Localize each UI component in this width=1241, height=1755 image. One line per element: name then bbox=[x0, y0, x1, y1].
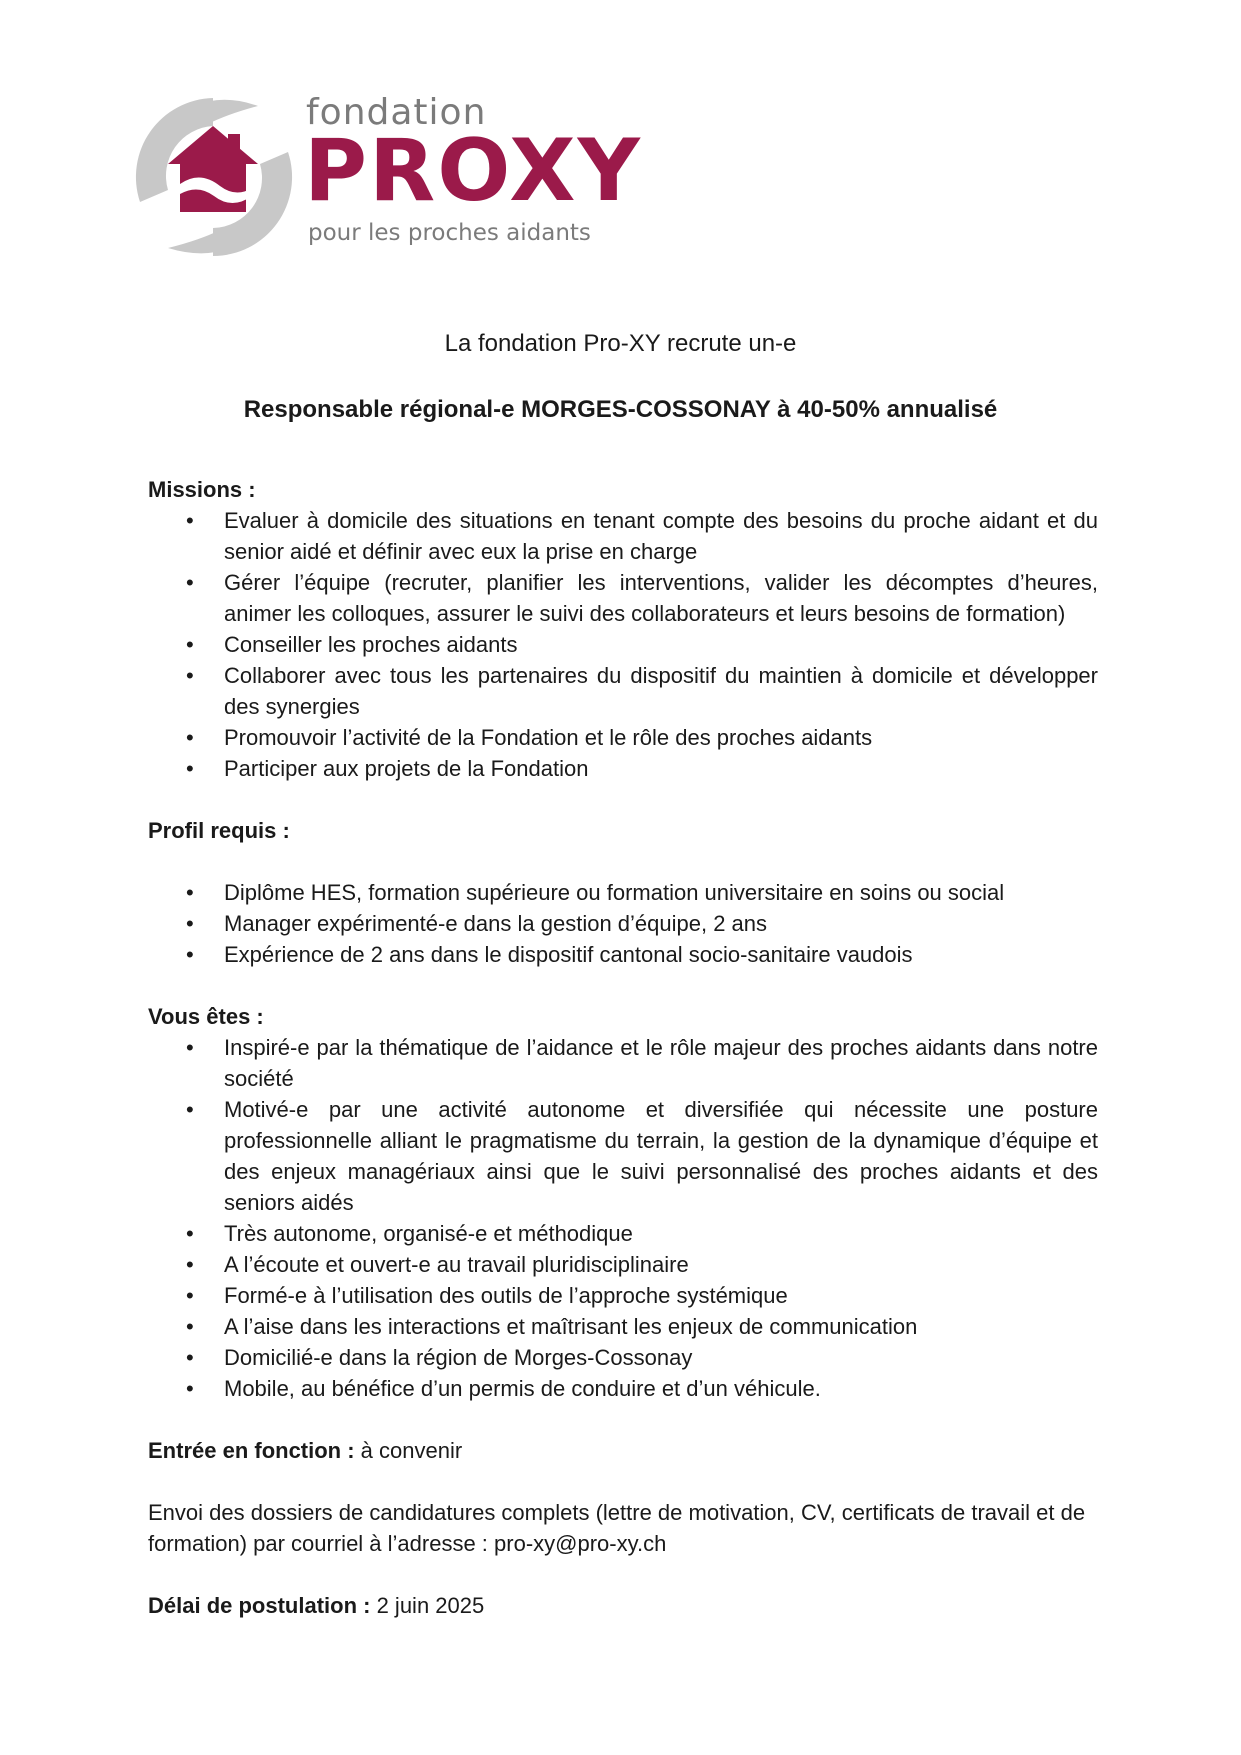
bullet-icon: • bbox=[186, 911, 194, 936]
list-item: • Gérer l’équipe (recruter, planifier les interventions, valider les décomptes d’heures, animer les colloques, assurer le suivi des collaborateurs et leurs besoins de formation) bbox=[148, 567, 1098, 629]
list-item: • Expérience de 2 ans dans le dispositif cantonal socio-sanitaire vaudois bbox=[148, 939, 1098, 970]
bullet-icon: • bbox=[186, 1376, 194, 1401]
bullet-icon: • bbox=[186, 1252, 194, 1277]
intro-line: La fondation Pro-XY recrute un-e bbox=[444, 330, 797, 357]
list-item: • Mobile, au bénéfice d’un permis de conduire et d’un véhicule. bbox=[148, 1373, 1098, 1404]
list-item: • Conseiller les proches aidants bbox=[148, 629, 1098, 660]
bullet-icon: • bbox=[186, 1314, 194, 1339]
list-item: • Manager expérimenté-e dans la gestion d’équipe, 2 ans bbox=[148, 908, 1098, 939]
application-instructions: Envoi des dossiers de candidatures complets (lettre de motivation, CV, certificats de travail et de formation) par courriel à l’adresse : pro-xy@pro-xy.ch bbox=[148, 1500, 1086, 1556]
list-item: • Evaluer à domicile des situations en tenant compte des besoins du proche aidant et du senior aidé et définir avec eux la prise en charge bbox=[148, 505, 1098, 567]
bullet-icon: • bbox=[186, 880, 194, 905]
start-date-value: à convenir bbox=[354, 1438, 463, 1463]
list-item: • Participer aux projets de la Fondation bbox=[148, 753, 1098, 784]
missions-heading: Missions : bbox=[148, 477, 256, 502]
deadline-value: 2 juin 2025 bbox=[370, 1593, 485, 1618]
bullet-icon: • bbox=[186, 1097, 194, 1122]
bullet-icon: • bbox=[186, 570, 194, 595]
caring-hands-house-icon bbox=[128, 92, 298, 262]
list-item: • Inspiré-e par la thématique de l’aidance et le rôle majeur des proches aidants dans notre société bbox=[148, 1032, 1098, 1094]
bullet-icon: • bbox=[186, 942, 194, 967]
list-item: • Motivé-e par une activité autonome et diversifiée qui nécessite une posture professionnelle alliant le pragmatisme du terrain, la gestion de la dynamique d’équipe et des enjeux managériaux ainsi que le suivi personnalisé des proches aidants et des seniors aidés bbox=[148, 1094, 1098, 1218]
deadline-label: Délai de postulation : bbox=[148, 1593, 371, 1618]
list-item: • A l’aise dans les interactions et maîtrisant les enjeux de communication bbox=[148, 1311, 1098, 1342]
bullet-icon: • bbox=[186, 1221, 194, 1246]
bullet-icon: • bbox=[186, 1345, 194, 1370]
list-item: • Diplôme HES, formation supérieure ou formation universitaire en soins ou social bbox=[148, 877, 1098, 908]
bullet-icon: • bbox=[186, 756, 194, 781]
profile-heading: Profil requis : bbox=[148, 818, 290, 843]
start-date-label: Entrée en fonction : bbox=[148, 1438, 355, 1463]
job-title: Responsable régional-e MORGES-COSSONAY à 40-50% annualisé bbox=[243, 396, 998, 423]
list-item: • Formé-e à l’utilisation des outils de l’approche systémique bbox=[148, 1280, 1098, 1311]
bullet-icon: • bbox=[186, 725, 194, 750]
logo-proxy-text: PROXY bbox=[304, 121, 642, 221]
profile-list bbox=[148, 877, 1098, 970]
list-item: • Domicilié-e dans la région de Morges-Cossonay bbox=[148, 1342, 1098, 1373]
bullet-icon: • bbox=[186, 1035, 194, 1060]
you-are-heading: Vous êtes : bbox=[148, 1004, 264, 1029]
start-date-line bbox=[148, 1435, 1098, 1466]
bullet-icon: • bbox=[186, 663, 194, 688]
fondation-proxy-logo bbox=[128, 92, 642, 262]
list-item: • Collaborer avec tous les partenaires du dispositif du maintien à domicile et développer des synergies bbox=[148, 660, 1098, 722]
list-item: • Très autonome, organisé-e et méthodique bbox=[148, 1218, 1098, 1249]
logo-fondation-text: fondation bbox=[306, 92, 487, 133]
missions-list bbox=[148, 505, 1098, 784]
bullet-icon: • bbox=[186, 1283, 194, 1308]
document-body bbox=[148, 474, 1098, 1621]
list-item: • Promouvoir l’activité de la Fondation et le rôle des proches aidants bbox=[148, 722, 1098, 753]
bullet-icon: • bbox=[186, 508, 194, 533]
logo-tagline: pour les proches aidants bbox=[308, 220, 591, 246]
deadline-line bbox=[148, 1590, 1098, 1621]
you-are-list bbox=[148, 1032, 1098, 1404]
list-item: • A l’écoute et ouvert-e au travail pluridisciplinaire bbox=[148, 1249, 1098, 1280]
bullet-icon: • bbox=[186, 632, 194, 657]
